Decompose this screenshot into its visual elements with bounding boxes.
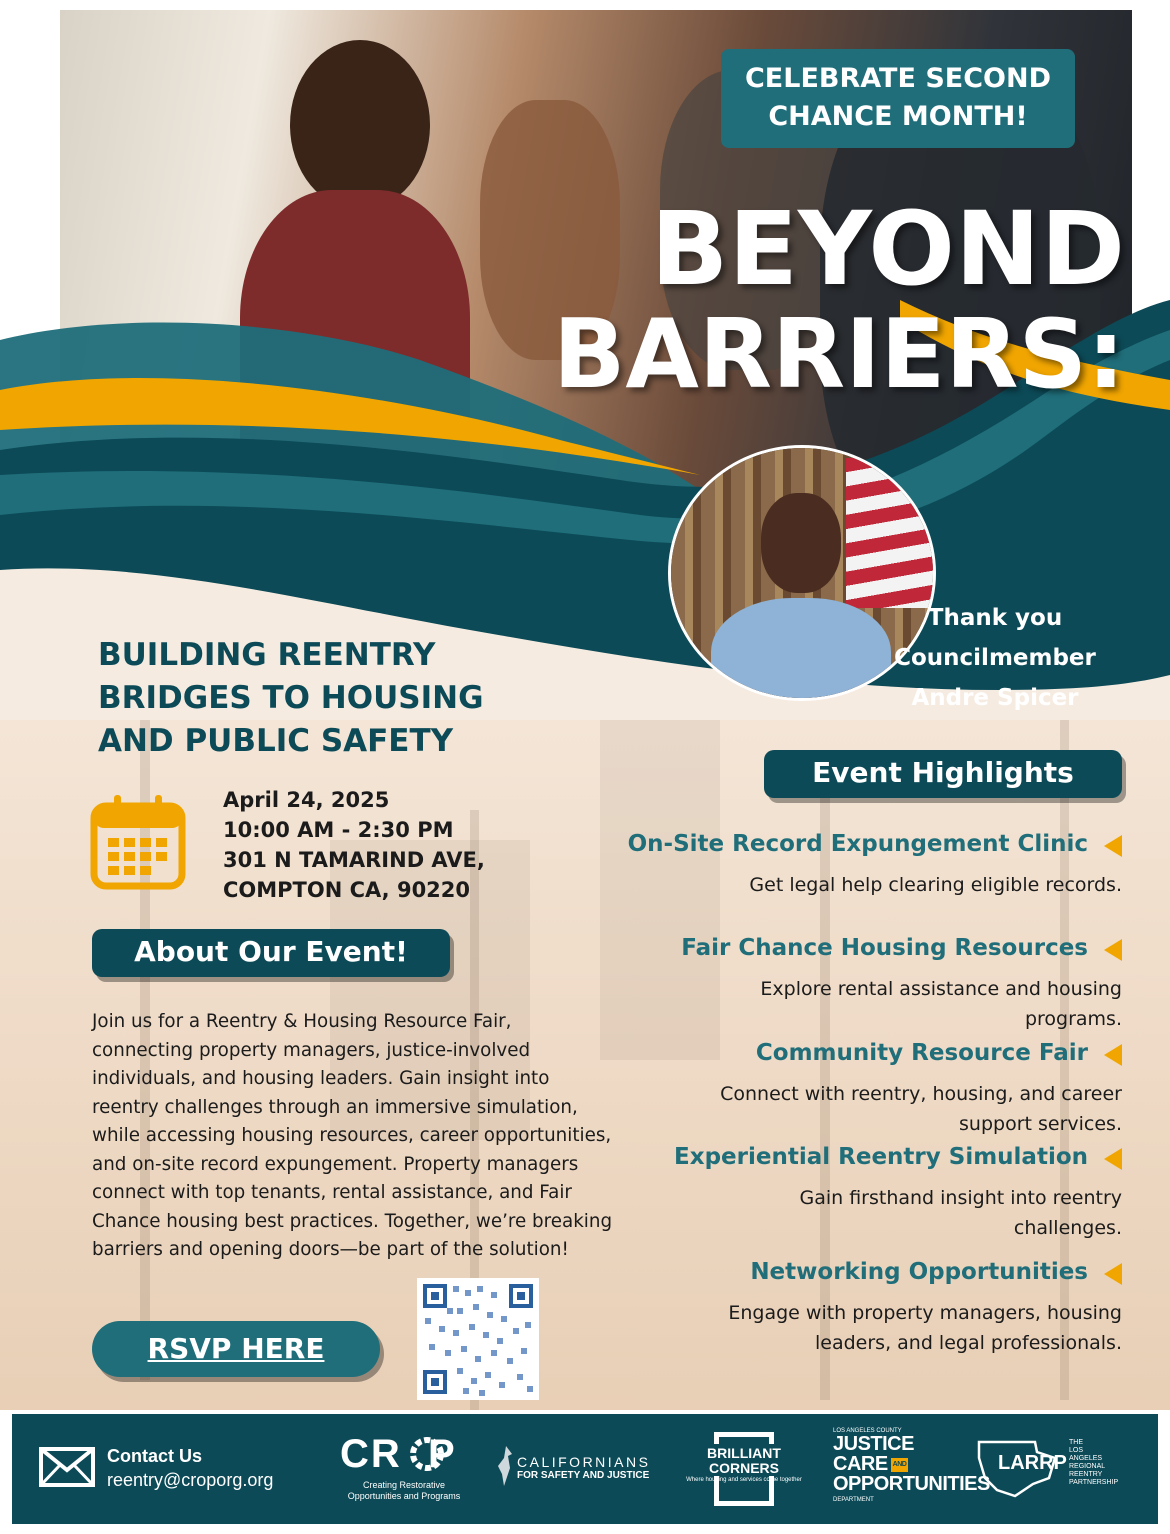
cfsj-icon bbox=[496, 1444, 516, 1488]
highlight-title-3: Community Resource Fair bbox=[755, 1040, 1088, 1066]
crop-o-icon bbox=[409, 1434, 445, 1474]
flag bbox=[846, 458, 936, 608]
crop-tagline-1: Creating Restorative bbox=[362, 1480, 446, 1490]
larrp-logo: LARRP bbox=[998, 1452, 1067, 1474]
larrp-tag-3: ANGELES bbox=[1069, 1455, 1103, 1462]
highlight-arrow-icon bbox=[1104, 1044, 1122, 1066]
title-line-2: BARRIERS: bbox=[552, 300, 1125, 410]
event-address-line-2: COMPTON CA, 90220 bbox=[223, 878, 471, 902]
thanks-line-1: Thank you bbox=[927, 605, 1063, 631]
title-line-1: BEYOND bbox=[650, 190, 1125, 309]
jco-line-1: JUSTICE bbox=[833, 1433, 914, 1455]
footer bbox=[12, 1414, 1158, 1524]
highlight-arrow-icon bbox=[1104, 1148, 1122, 1170]
highlight-desc-3: Connect with reentry, housing, and career support services. bbox=[720, 1083, 1122, 1135]
highlight-title-2: Fair Chance Housing Resources bbox=[681, 935, 1088, 961]
thanks-line-2: Councilmember bbox=[894, 645, 1096, 671]
highlight-title-4: Experiential Reentry Simulation bbox=[674, 1144, 1088, 1170]
subtitle bbox=[98, 634, 638, 763]
jco-line-3: OPPORTUNITIES bbox=[833, 1473, 990, 1495]
subtitle-line-2: BRIDGES TO HOUSING bbox=[98, 680, 484, 716]
main-title bbox=[420, 190, 1125, 410]
rsvp-button[interactable]: RSVP HERE bbox=[92, 1321, 380, 1377]
contact-label: Contact Us bbox=[107, 1446, 203, 1466]
envelope-icon bbox=[38, 1446, 96, 1488]
larrp-tag-2: LOS bbox=[1069, 1447, 1084, 1454]
brilliant-corners-logo bbox=[688, 1446, 800, 1476]
cfsj-line-1: CALIFORNIANS bbox=[517, 1454, 651, 1470]
highlight-arrow-icon bbox=[1104, 939, 1122, 961]
subtitle-line-1: BUILDING REENTRY bbox=[98, 637, 436, 673]
thank-you-text bbox=[860, 598, 1130, 718]
event-date: April 24, 2025 bbox=[223, 788, 390, 812]
celebrate-banner bbox=[721, 49, 1075, 148]
larrp-tagline bbox=[1069, 1439, 1118, 1487]
face bbox=[761, 493, 841, 593]
subtitle-line-3: AND PUBLIC SAFETY bbox=[98, 723, 454, 759]
larrp-tag-5: REENTRY bbox=[1069, 1471, 1103, 1478]
jco-line-2: CARE bbox=[833, 1453, 888, 1475]
banner-line-2: CHANCE MONTH! bbox=[768, 101, 1028, 132]
jco-logo bbox=[833, 1434, 990, 1494]
event-address-line-1: 301 N TAMARIND AVE, bbox=[223, 848, 485, 872]
highlight-desc-4: Gain firsthand insight into reentry challenges. bbox=[799, 1187, 1122, 1239]
highlight-title-5: Networking Opportunities bbox=[750, 1259, 1088, 1285]
highlight-desc-1: Get legal help clearing eligible records. bbox=[749, 874, 1122, 896]
about-heading: About Our Event! bbox=[92, 929, 450, 977]
larrp-tag-1: THE bbox=[1069, 1439, 1083, 1446]
calendar-icon bbox=[90, 792, 186, 890]
highlight-desc-2: Explore rental assistance and housing programs. bbox=[760, 978, 1122, 1030]
cfsj-line-2: FOR SAFETY AND JUSTICE bbox=[517, 1470, 650, 1481]
jco-top: LOS ANGELES COUNTY bbox=[833, 1428, 902, 1434]
event-time: 10:00 AM - 2:30 PM bbox=[223, 818, 454, 842]
highlight-title-1: On-Site Record Expungement Clinic bbox=[627, 831, 1088, 857]
crop-tagline-2: Opportunities and Programs bbox=[347, 1491, 461, 1501]
highlight-arrow-icon bbox=[1104, 835, 1122, 857]
crop-tagline bbox=[334, 1480, 474, 1502]
contact-email[interactable]: reentry@croporg.org bbox=[107, 1470, 274, 1490]
brilliant-line-1: BRILLIANT bbox=[707, 1445, 781, 1461]
event-details bbox=[223, 785, 563, 905]
thanks-line-3: Andre Spicer bbox=[911, 685, 1079, 711]
highlight-desc-5: Engage with property managers, housing leaders, and legal professionals. bbox=[728, 1302, 1122, 1354]
highlights-heading: Event Highlights bbox=[764, 750, 1122, 798]
larrp-tag-6: PARTNERSHIP bbox=[1069, 1479, 1119, 1486]
larrp-tag-4: REGIONAL bbox=[1069, 1463, 1106, 1470]
brilliant-tagline: Where housing and services come together bbox=[686, 1477, 802, 1483]
jco-and: AND bbox=[891, 1458, 909, 1472]
jco-bottom: DEPARTMENT bbox=[833, 1497, 874, 1503]
crop-logo: CR P bbox=[340, 1432, 457, 1476]
about-body: Join us for a Reentry & Housing Resource Fair, connecting property managers, justice-involved individuals, and housing leaders. Gain insight into reentry challenges through an immersive simulation, while accessing housing resources, career opportunities, and on-site record expungement. Property managers connect with top tenants, rental assistance, and Fair Chance housing best practices. Together, we’re breaking barriers and opening doors—be part of the solution! bbox=[92, 1011, 613, 1260]
brilliant-line-2: CORNERS bbox=[708, 1460, 779, 1476]
woman-head bbox=[290, 40, 430, 210]
qr-code[interactable] bbox=[417, 1278, 539, 1400]
banner-line-1: CELEBRATE SECOND bbox=[744, 63, 1051, 94]
highlight-arrow-icon bbox=[1104, 1263, 1122, 1285]
